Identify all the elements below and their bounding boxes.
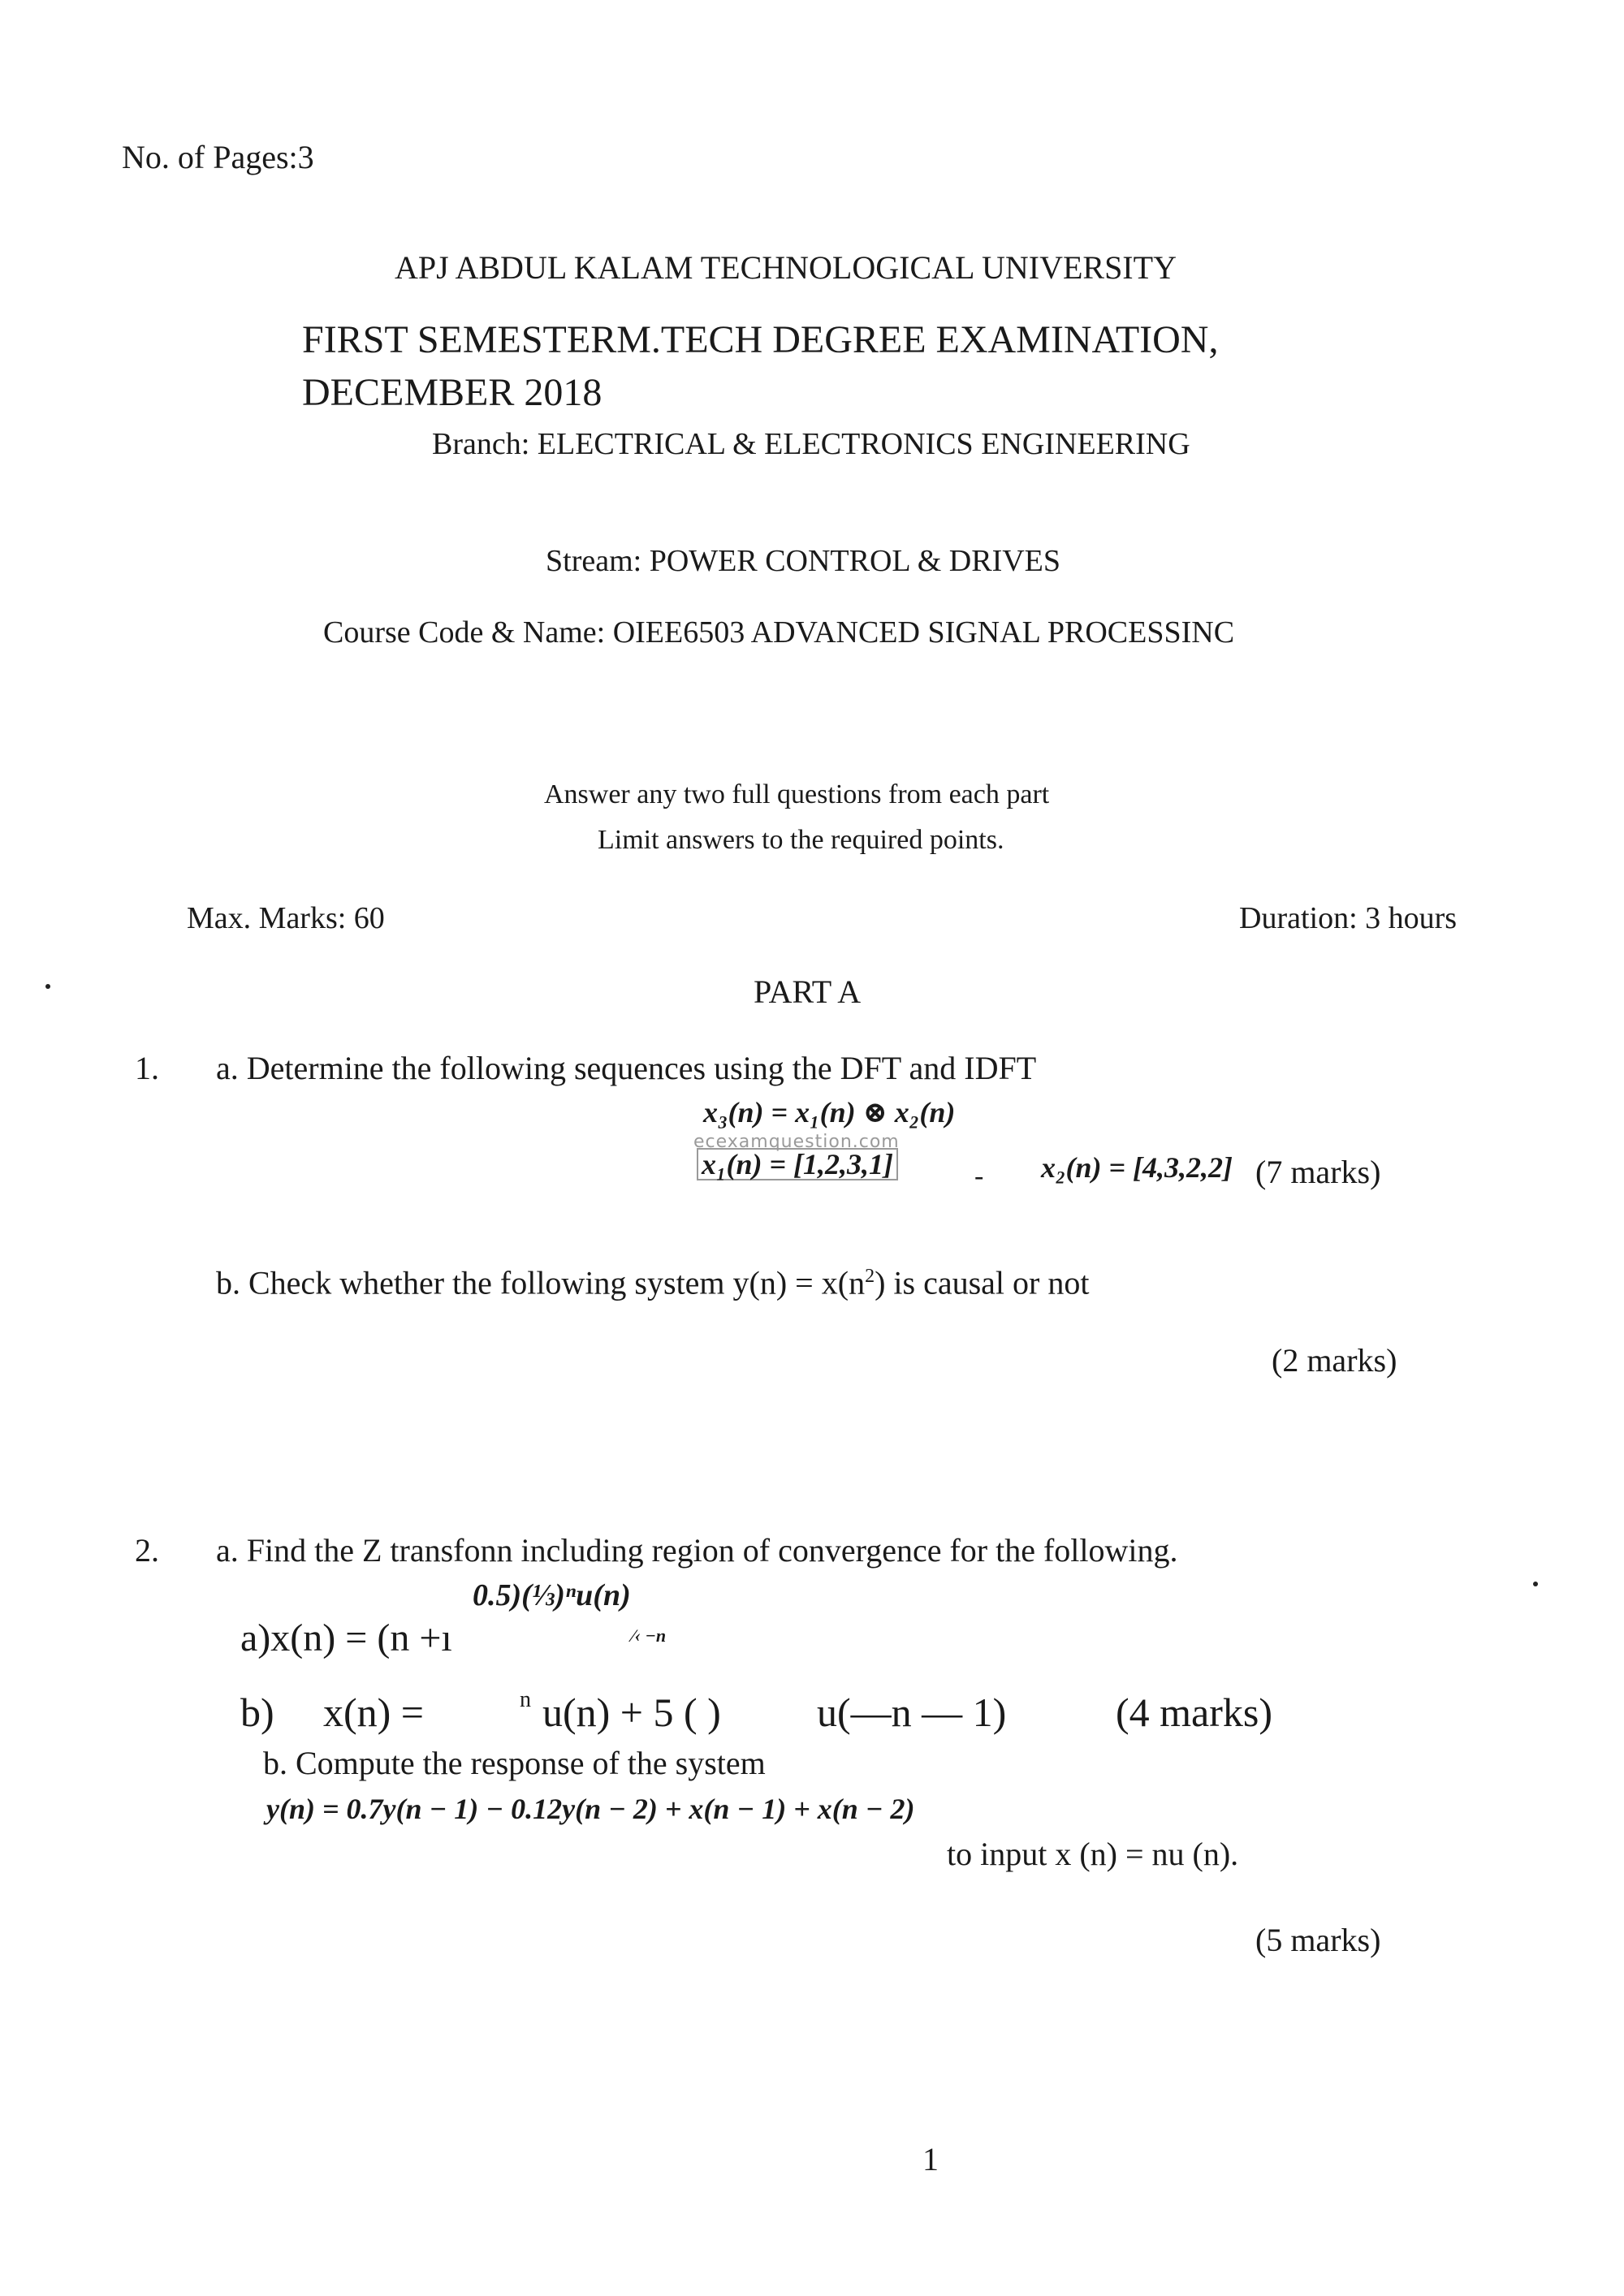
university-name: APJ ABDUL KALAM TECHNOLOGICAL UNIVERSITY: [395, 249, 1177, 286]
q1-equation-convolution: x₃(n) = x₁(n) ⊗ x₂(n): [703, 1096, 956, 1129]
q2-number: 2.: [135, 1532, 159, 1569]
stray-dash: -: [974, 1161, 984, 1191]
stream: Stream: POWER CONTROL & DRIVES: [546, 544, 1061, 578]
exam-title-line1: FIRST SEMESTERM.TECH DEGREE EXAMINATION,: [302, 318, 1219, 361]
course-code-name: Course Code & Name: OIEE6503 ADVANCED SIGNAL PROCESSINC: [323, 615, 1235, 650]
page-number: 1: [922, 2141, 939, 2177]
q1b-superscript: 2: [865, 1266, 875, 1287]
exam-title-line2: DECEMBER 2018: [302, 371, 603, 414]
q2b-text: b. Compute the response of the system: [263, 1745, 766, 1781]
q2-sub-b-label: b): [240, 1690, 274, 1735]
q2-sub-b-end: u(—n — 1): [817, 1690, 1007, 1735]
part-a-title: PART A: [754, 973, 862, 1010]
instruction-1: Answer any two full questions from each part: [544, 779, 1050, 809]
q2-sub-b-equation: x(n) =: [323, 1690, 424, 1735]
q2b-input: to input x (n) = nu (n).: [947, 1836, 1239, 1872]
q1-equation-x1: x₁(n) = [1,2,3,1]: [697, 1148, 898, 1180]
q1b-text: [216, 1264, 1090, 1301]
q2-sub-a-label: a)x(n) = (n +ı: [240, 1616, 452, 1659]
q1-number: 1.: [135, 1050, 159, 1086]
q2b-equation: y(n) = 0.7y(n − 1) − 0.12y(n − 2) + x(n − 1) + x(n − 2): [266, 1793, 915, 1825]
q2a-text: a. Find the Z transfonn including region of convergence for the following.: [216, 1532, 1178, 1569]
q1b-marks: (2 marks): [1272, 1342, 1397, 1379]
max-marks: Max. Marks: 60: [187, 901, 385, 935]
instruction-2: Limit answers to the required points.: [598, 825, 1004, 855]
q2-sub-a-fragment: ⁄‹ −n: [632, 1625, 667, 1646]
duration: Duration: 3 hours: [1239, 901, 1458, 935]
q1b-text-pre: b. Check whether the following system y(n) = x(n: [216, 1264, 866, 1301]
q1-equation-x2: x₂(n) = [4,3,2,2]: [1041, 1151, 1233, 1184]
q1a-text: a. Determine the following sequences using the DFT and IDFT: [216, 1050, 1037, 1086]
q1b-text-post: ) is causal or not: [875, 1264, 1090, 1301]
q2a-marks: (4 marks): [1116, 1690, 1272, 1735]
stray-dot-right: [1533, 1582, 1538, 1586]
q1a-marks: (7 marks): [1255, 1154, 1381, 1190]
q2b-marks: (5 marks): [1255, 1922, 1381, 1958]
q2-sub-a-formula: 0.5)(⅓)ⁿu(n): [473, 1578, 631, 1612]
page-count: No. of Pages:3: [122, 139, 314, 175]
q2-sub-b-superscript: n: [520, 1687, 531, 1712]
q2-sub-b-rest: u(n) + 5 ( ): [542, 1690, 721, 1735]
watermark: ecexamquestion.com: [693, 1132, 900, 1152]
stray-dot: [45, 984, 50, 989]
branch: Branch: ELECTRICAL & ELECTRONICS ENGINEERING: [432, 427, 1190, 461]
